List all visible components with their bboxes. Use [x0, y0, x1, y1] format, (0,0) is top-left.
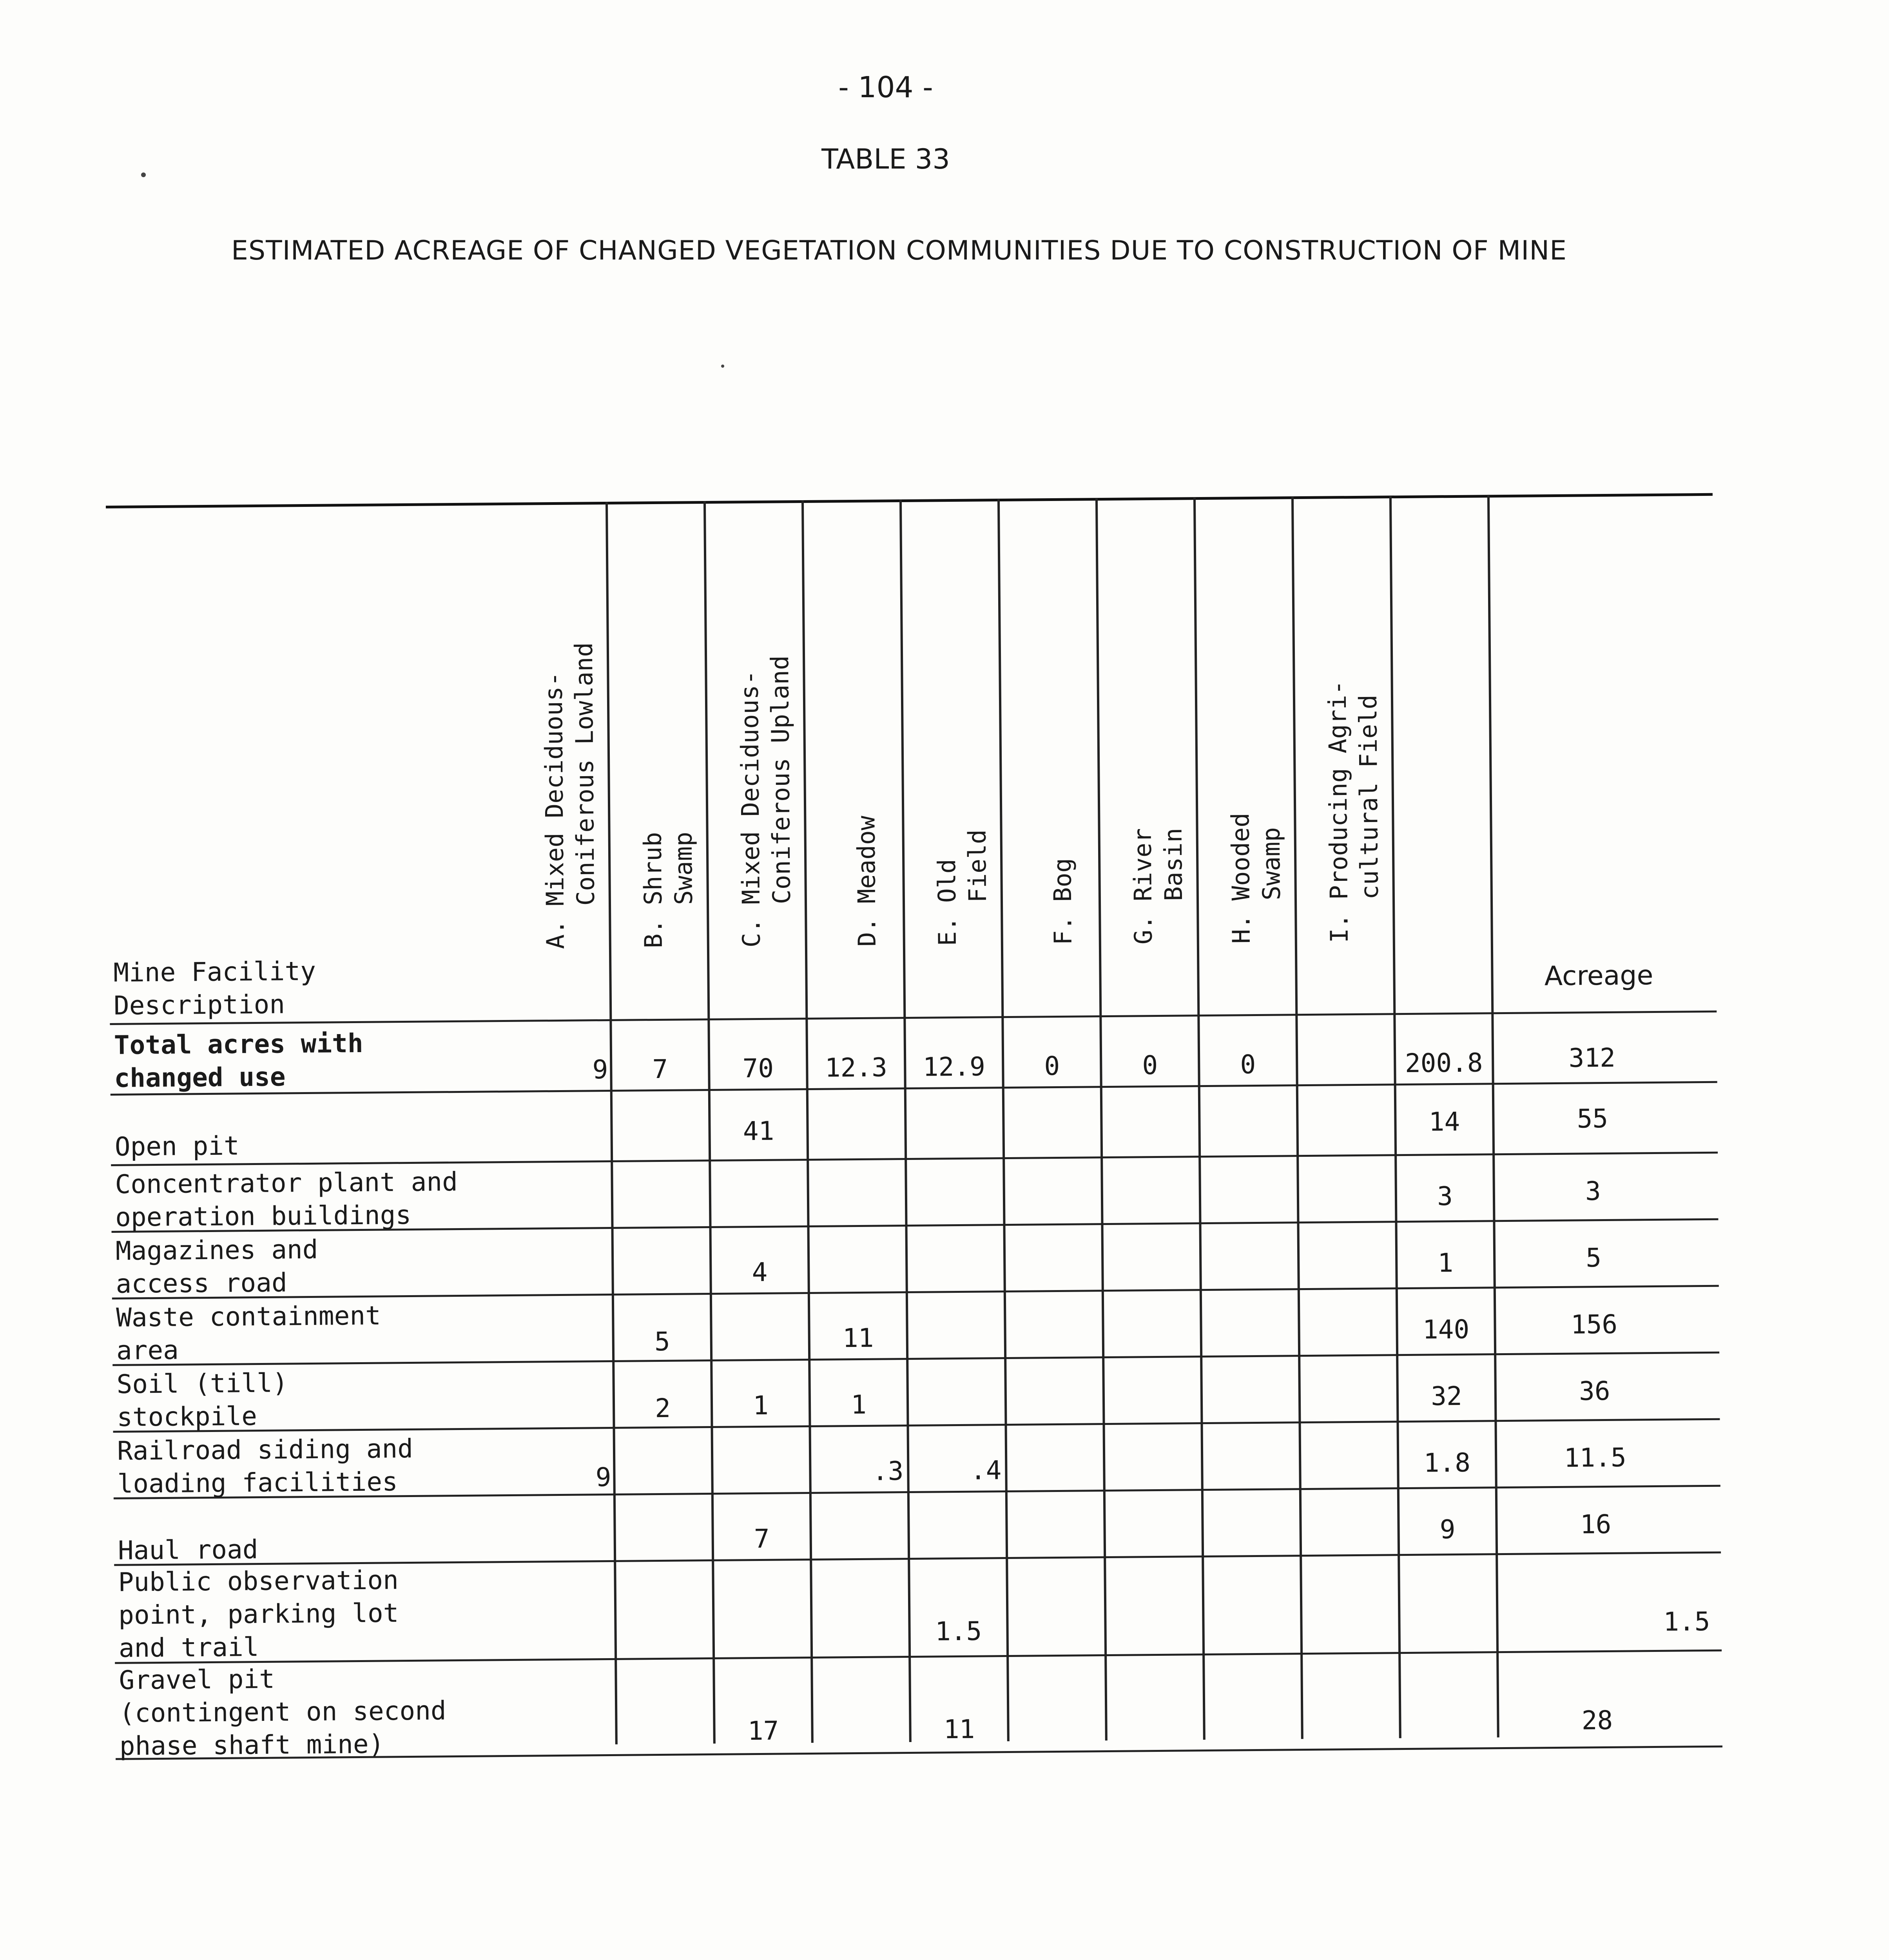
column-label: Wooded Swamp — [1226, 813, 1286, 901]
column-header-a — [538, 642, 602, 949]
acreage-value: 28 — [1581, 1705, 1613, 1736]
column-letter: F. — [1048, 915, 1077, 946]
row-rule — [111, 1152, 1718, 1166]
acreage-value: 3 — [1585, 1176, 1601, 1207]
page-number: - 104 - — [838, 71, 933, 104]
column-header-c — [734, 655, 798, 948]
acreage-value: 156 — [1570, 1309, 1618, 1340]
acreage-value: 16 — [1580, 1509, 1612, 1540]
cell-value: 12.3 — [825, 1052, 888, 1083]
acreage-value: 11.5 — [1564, 1442, 1626, 1473]
cell-value: 0 — [1240, 1049, 1256, 1080]
column-header-i — [1322, 680, 1385, 943]
column-header-h — [1225, 812, 1287, 944]
row-description: Public observation point, parking lot and trail — [118, 1565, 399, 1663]
column-label: Mixed Deciduous- Coniferous Upland — [735, 655, 796, 905]
cell-value: 9 — [595, 1462, 611, 1493]
column-rule — [899, 499, 912, 1742]
cell-value: 7 — [652, 1054, 668, 1085]
cell-value: 3 — [1437, 1181, 1453, 1212]
column-rule — [605, 502, 618, 1744]
cell-value: 41 — [743, 1116, 774, 1147]
column-letter: C. — [737, 918, 766, 948]
row-header-label: Mine Facility Description — [113, 956, 316, 1021]
cell-value: 1.5 — [935, 1616, 982, 1647]
cell-value: 1 — [1438, 1248, 1454, 1278]
cell-value: 17 — [747, 1715, 779, 1746]
row-description: Soil (till) stockpile — [116, 1368, 288, 1432]
cell-value: 4 — [752, 1257, 768, 1288]
acreage-value: 5 — [1586, 1243, 1602, 1273]
column-header-g — [1128, 828, 1189, 945]
column-label: Shrub Swamp — [638, 831, 698, 906]
cell-value: 0 — [1142, 1050, 1158, 1081]
row-description: Concentrator plant and operation buildings — [115, 1167, 458, 1232]
scan-speck — [721, 365, 724, 368]
column-label: Old Field — [932, 829, 992, 903]
row-rule — [112, 1285, 1719, 1299]
cell-value: 0 — [1044, 1051, 1060, 1082]
row-description: Gravel pit (contingent on second phase shaft mine) — [119, 1664, 446, 1761]
acreage-value: 312 — [1568, 1042, 1616, 1073]
column-rule — [1291, 496, 1303, 1739]
acreage-value: 36 — [1579, 1376, 1610, 1406]
row-description: Open pit — [114, 1098, 240, 1162]
cell-value: 9 — [1439, 1514, 1456, 1545]
cell-value: 11 — [943, 1714, 975, 1745]
vegetation-table — [106, 493, 1730, 1760]
column-header-f — [1047, 858, 1079, 946]
table-title: ESTIMATED ACREAGE OF CHANGED VEGETATION COMMUNITIES DUE TO CONSTRUCTION OF MINE — [231, 235, 1567, 266]
row-description: Total acres with changed use — [114, 1028, 363, 1093]
column-letter: H. — [1227, 914, 1256, 944]
scan-speck — [141, 172, 146, 177]
cell-value: 2 — [654, 1393, 671, 1424]
column-label: Mixed Deciduous- Coniferous Lowland — [539, 642, 600, 906]
column-letter: A. — [541, 920, 570, 949]
column-label: Producing Agri- cultural Field — [1323, 680, 1384, 900]
cell-value: 1 — [850, 1389, 867, 1420]
column-letter: D. — [852, 917, 881, 947]
cell-value: 1.8 — [1423, 1447, 1471, 1478]
cell-value: 200.8 — [1405, 1047, 1483, 1079]
table-number: TABLE 33 — [821, 143, 950, 175]
column-label: River Basin — [1128, 828, 1188, 902]
column-letter: E. — [933, 916, 962, 946]
column-header-b — [638, 832, 700, 949]
cell-value: 7 — [754, 1523, 770, 1554]
column-letter: B. — [639, 919, 668, 949]
cell-value: 70 — [742, 1053, 774, 1084]
header-rule — [110, 1011, 1717, 1025]
row-description: Haul road — [117, 1502, 258, 1566]
cell-value: .3 — [872, 1456, 904, 1486]
column-letter: I. — [1325, 913, 1354, 943]
acreage-value: 1.5 — [1663, 1606, 1710, 1637]
column-rule — [1095, 498, 1108, 1740]
row-description: Waste containment area — [116, 1300, 381, 1366]
column-label: Meadow — [852, 815, 881, 904]
column-label: Bog — [1048, 858, 1077, 902]
cell-value: 9 — [592, 1054, 608, 1085]
table-top-rule — [106, 493, 1713, 508]
row-description: Magazines and access road — [115, 1234, 318, 1299]
column-header-d — [851, 816, 883, 947]
column-rule — [1193, 497, 1206, 1740]
cell-value: 140 — [1422, 1314, 1470, 1345]
column-rule — [997, 499, 1010, 1741]
column-letter: G. — [1129, 915, 1158, 945]
acreage-header: Acreage — [1544, 960, 1653, 992]
cell-value: 12.9 — [923, 1051, 986, 1082]
row-description: Railroad siding and loading facilities — [117, 1433, 413, 1499]
cell-value: 1 — [752, 1390, 769, 1421]
cell-value: 5 — [654, 1326, 670, 1357]
row-rule — [113, 1418, 1720, 1433]
cell-value: 11 — [842, 1323, 874, 1354]
cell-value: 32 — [1430, 1381, 1462, 1412]
column-header-e — [932, 829, 993, 946]
cell-value: 14 — [1429, 1106, 1460, 1137]
cell-value: .4 — [970, 1455, 1002, 1486]
acreage-value: 55 — [1577, 1103, 1608, 1134]
